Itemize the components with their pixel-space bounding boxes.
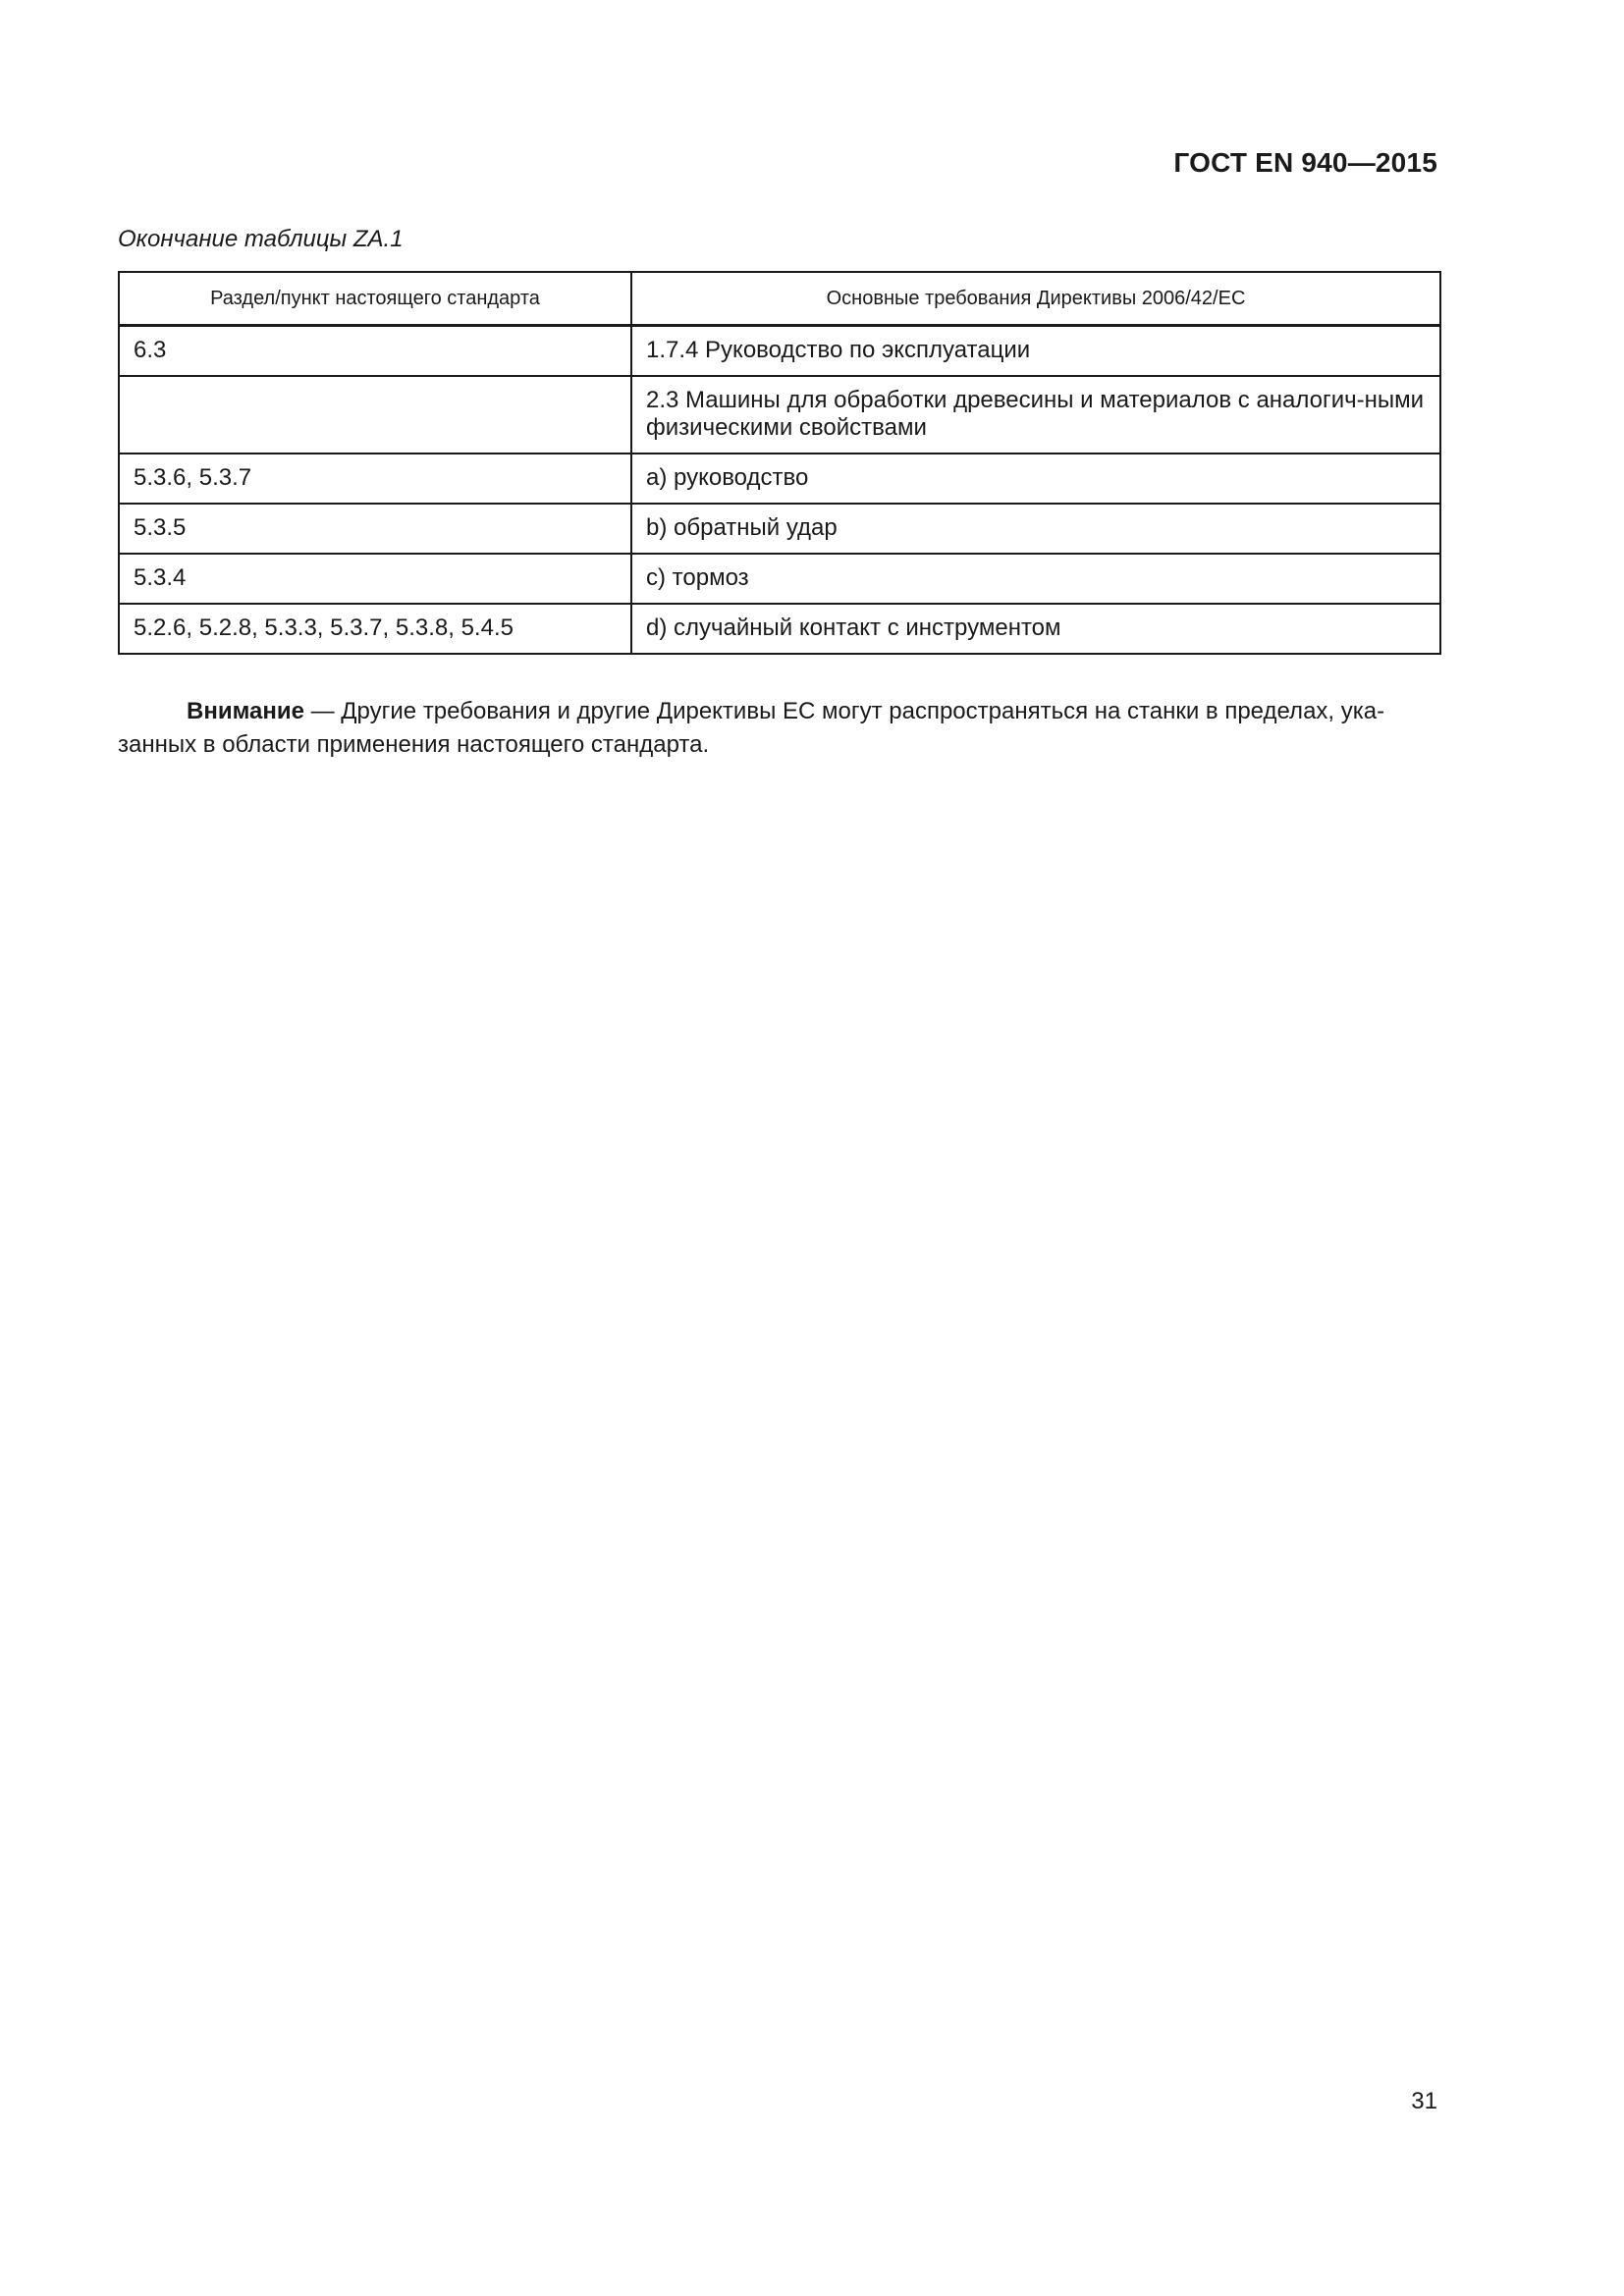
requirements-table <box>118 271 1441 655</box>
table-row <box>119 326 1440 377</box>
table-row <box>119 504 1440 554</box>
cell-requirement: а) руководство <box>631 454 1440 504</box>
cell-clause: 5.3.4 <box>119 554 631 604</box>
document-header-code: ГОСТ EN 940—2015 <box>1173 147 1437 178</box>
page-number: 31 <box>1411 2088 1437 2114</box>
cell-clause <box>119 376 631 454</box>
cell-clause: 5.3.6, 5.3.7 <box>119 454 631 504</box>
attention-note <box>118 695 1439 762</box>
cell-requirement: d) случайный контакт с инструментом <box>631 604 1440 654</box>
cell-requirement: b) обратный удар <box>631 504 1440 554</box>
table-caption: Окончание таблицы ZA.1 <box>118 226 404 252</box>
table-row <box>119 554 1440 604</box>
cell-requirement: 1.7.4 Руководство по эксплуатации <box>631 326 1440 377</box>
cell-clause: 5.3.5 <box>119 504 631 554</box>
cell-clause: 6.3 <box>119 326 631 377</box>
column-header-clause: Раздел/пункт настоящего стандарта <box>119 272 631 326</box>
cell-clause: 5.2.6, 5.2.8, 5.3.3, 5.3.7, 5.3.8, 5.4.5 <box>119 604 631 654</box>
cell-requirement: c) тормоз <box>631 554 1440 604</box>
table-header-row <box>119 272 1440 326</box>
column-header-requirement: Основные требования Директивы 2006/42/ЕС <box>631 272 1440 326</box>
table-row <box>119 604 1440 654</box>
cell-requirement: 2.3 Машины для обработки древесины и материалов с аналогич-ными физическими свойствами <box>631 376 1440 454</box>
attention-note-text: — Другие требования и другие Директивы ЕС могут распространяться на станки в пределах, ука-занных в области применения настоящего стандарта. <box>118 698 1385 758</box>
table-row <box>119 376 1440 454</box>
table-row <box>119 454 1440 504</box>
attention-note-label: Внимание <box>187 698 304 724</box>
